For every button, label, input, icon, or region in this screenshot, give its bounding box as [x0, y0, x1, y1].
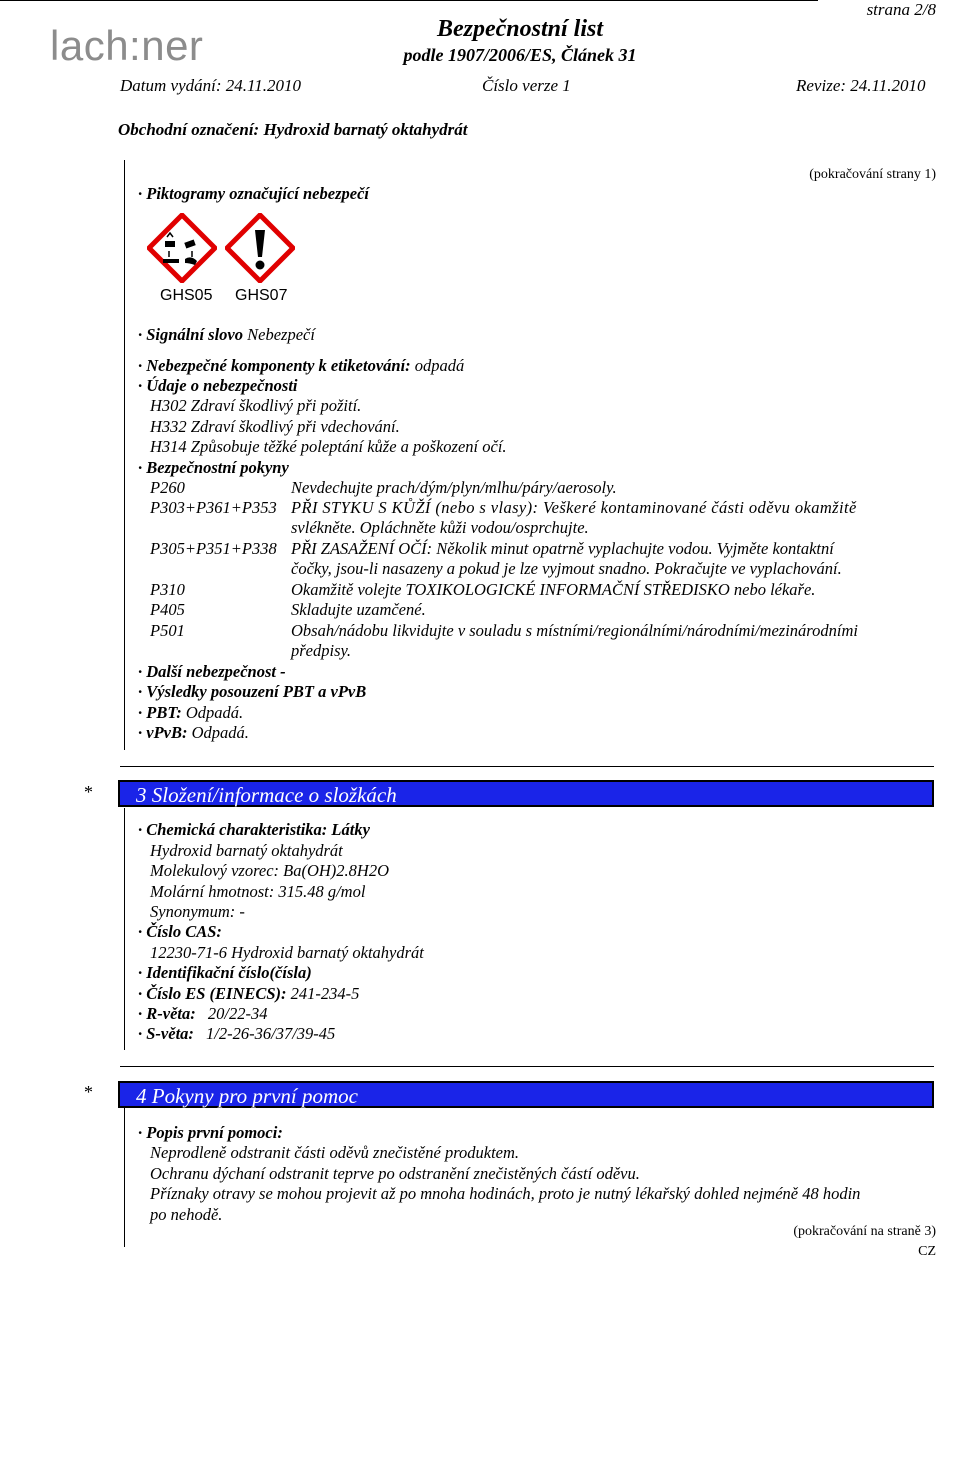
ec-label: · Číslo ES (EINECS): — [138, 984, 287, 1003]
revision-date: Revize: 24.11.2010 — [796, 76, 926, 95]
continued-from: (pokračování strany 1) — [809, 167, 936, 182]
composition-line: Molekulový vzorec: Ba(OH)2.8H2O — [150, 861, 390, 880]
chemical-characteristic — [138, 820, 370, 840]
corrosion-icon — [147, 213, 217, 283]
precaution-code: P310 — [150, 580, 185, 599]
section3-left-rule — [124, 808, 125, 1050]
pbt-value: Odpadá. — [185, 703, 244, 722]
cas-value: 12230-71-6 Hydroxid barnatý oktahydrát — [150, 943, 424, 962]
first-aid-line: Ochranu dýchaní odstranit teprve po odstranění znečistěných částí oděvu. — [150, 1164, 640, 1183]
ec-value: 241-234-5 — [290, 984, 360, 1003]
vpvb-result — [138, 723, 249, 743]
revision-marker: * — [84, 1082, 93, 1102]
precaution-text: Obsah/nádobu likvidujte v souladu s místními/regionálními/národními/mezinárodními — [291, 621, 858, 640]
precaution-heading: · Bezpečnostní pokyny — [138, 458, 289, 477]
components-value: odpadá — [414, 356, 465, 375]
section4-header — [118, 1081, 934, 1108]
language-code: CZ — [918, 1244, 936, 1259]
s-label: · S-věta: — [138, 1024, 194, 1043]
precaution-text: Nevdechujte prach/dým/plyn/mlhu/páry/aerosoly. — [291, 478, 617, 497]
first-aid-heading: · Popis první pomoci: — [138, 1123, 283, 1142]
company-logo: lach:ner — [50, 22, 204, 69]
section3-title: 3 Složení/informace o složkách — [136, 783, 397, 807]
section2-left-rule — [124, 160, 125, 750]
hazard-statement: H314 Způsobuje těžké poleptání kůže a poškození očí. — [150, 437, 507, 456]
r-phrases — [138, 1004, 267, 1024]
r-value: 20/22-34 — [207, 1004, 268, 1023]
trade-name: Obchodní označení: Hydroxid barnatý oktahydrát — [118, 120, 468, 139]
composition-line: Molární hmotnost: 315.48 g/mol — [150, 882, 366, 901]
page-number: strana 2/8 — [866, 0, 936, 19]
composition-line: Synonymum: - — [150, 902, 245, 921]
precaution-text: předpisy. — [291, 641, 352, 660]
ec-number — [138, 984, 359, 1004]
signal-word-label: · Signální slovo — [138, 325, 243, 344]
precaution-text: Skladujte uzamčené. — [291, 600, 426, 619]
pbt-heading: · Výsledky posouzení PBT a vPvB — [138, 682, 367, 701]
section-divider — [120, 1066, 934, 1067]
precaution-code: P303+P361+P353 — [150, 498, 277, 517]
pictogram-code-ghs07: GHS07 — [235, 287, 288, 304]
components-label: · Nebezpečné komponenty k etiketování: — [138, 356, 411, 375]
char-label: · Chemická charakteristika: — [138, 820, 328, 839]
vpvb-label: · vPvB: — [138, 723, 188, 742]
hazardous-components — [138, 356, 464, 376]
document-subtitle: podle 1907/2006/ES, Článek 31 — [403, 45, 637, 65]
signal-word-value: Nebezpečí — [247, 325, 315, 344]
continued-to: (pokračování na straně 3) — [793, 1224, 936, 1239]
issue-date: Datum vydání: 24.11.2010 — [120, 76, 301, 95]
r-label: · R-věta: — [138, 1004, 196, 1023]
exclamation-icon — [225, 213, 295, 283]
cas-label: · Číslo CAS: — [138, 922, 222, 941]
char-value: Látky — [331, 820, 370, 839]
s-value: 1/2-26-36/37/39-45 — [206, 1024, 336, 1043]
vpvb-value: Odpadá. — [191, 723, 249, 742]
other-hazards: · Další nebezpečnost - — [138, 662, 286, 681]
pbt-result — [138, 703, 243, 723]
precaution-text: svlékněte. Opláchněte kůži vodou/osprchujte. — [291, 518, 589, 537]
section-divider — [120, 766, 934, 767]
precaution-text: PŘI STYKU S KŮŽÍ (nebo s vlasy): Veškeré kontaminované části oděvu okamžitě — [291, 498, 857, 517]
section3-header — [118, 780, 934, 807]
precaution-code: P405 — [150, 600, 185, 619]
pbt-label: · PBT: — [138, 703, 182, 722]
precaution-text: Okamžitě volejte TOXIKOLOGICKÉ INFORMAČNÍ STŘEDISKO nebo lékaře. — [291, 580, 816, 599]
revision-marker: * — [84, 782, 93, 802]
composition-line: Hydroxid barnatý oktahydrát — [150, 841, 343, 860]
pictogram-code-ghs05: GHS05 — [160, 287, 213, 304]
precaution-code: P260 — [150, 478, 185, 497]
hazard-statement: H302 Zdraví škodlivý při požití. — [150, 396, 362, 415]
header-divider — [0, 0, 818, 1]
hazard-statement: H332 Zdraví škodlivý při vdechování. — [150, 417, 400, 436]
document-title: Bezpečnostní list — [436, 16, 604, 42]
section4-left-rule — [124, 1107, 125, 1247]
first-aid-line: Příznaky otravy se mohou projevit až po mnoha hodinách, proto je nutný lékařský dohled nejméně 48 hodin — [150, 1184, 861, 1203]
version-number: Číslo verze 1 — [482, 76, 571, 95]
first-aid-line: po nehodě. — [150, 1205, 223, 1224]
signal-word — [138, 325, 315, 345]
section4-title: 4 Pokyny pro první pomoc — [136, 1084, 358, 1108]
identifiers-heading: · Identifikační číslo(čísla) — [138, 963, 312, 982]
s-phrases — [138, 1024, 335, 1044]
first-aid-line: Neprodleně odstranit části oděvů znečistěné produktem. — [150, 1143, 520, 1162]
precaution-text: čočky, jsou-li nasazeny a pokud je lze vyjmout snadno. Pokračujte ve vyplachování. — [291, 559, 842, 578]
precaution-code: P501 — [150, 621, 185, 640]
precaution-text: PŘI ZASAŽENÍ OČÍ: Několik minut opatrně vyplachujte vodou. Vyjměte kontaktní — [291, 539, 834, 558]
precaution-code: P305+P351+P338 — [150, 539, 277, 558]
pictograms-heading: · Piktogramy označující nebezpečí — [138, 184, 369, 203]
hazard-heading: · Údaje o nebezpečnosti — [138, 376, 298, 395]
